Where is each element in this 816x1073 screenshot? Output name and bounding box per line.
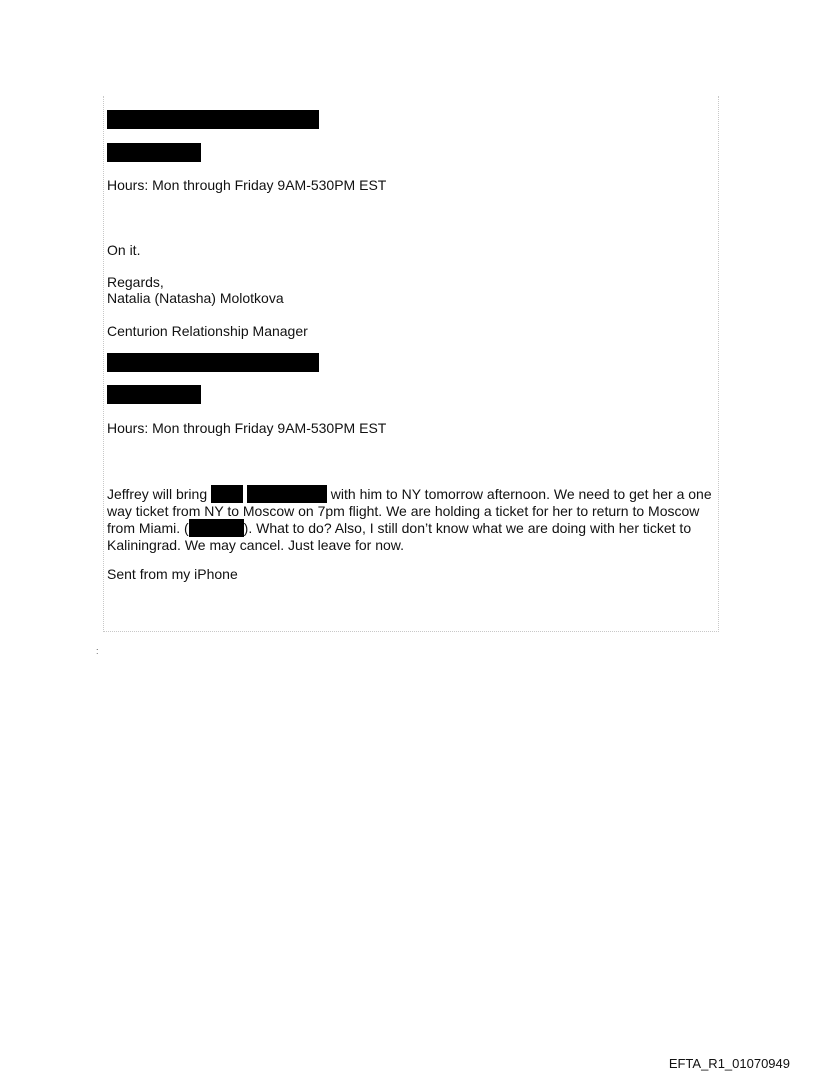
redaction-bar (247, 485, 327, 503)
body-part: with him to NY tomorrow afternoon. We need to get her a one way ticket from NY to Moscow on 7pm flight. We are holding a ticket for her to return to Moscow from Miami. ( (107, 486, 712, 536)
redaction-bar (107, 385, 201, 404)
body-part: Jeffrey will bring (107, 486, 208, 502)
hours-line: Hours: Mon through Friday 9AM-530PM EST (107, 177, 387, 193)
regards-text: Regards, (107, 274, 164, 290)
sent-from-text: Sent from my iPhone (107, 566, 238, 582)
hours-line: Hours: Mon through Friday 9AM-530PM EST (107, 420, 387, 436)
stray-mark: : (96, 646, 99, 656)
message-body (107, 485, 719, 553)
redaction-bar (107, 110, 319, 129)
body-part: ). What to do? Also, I still don’t know what we are doing with her ticket to Kaliningrad. We may cancel. Just leave for now. (107, 520, 692, 553)
sender-title: Centurion Relationship Manager (107, 323, 308, 339)
document-id: EFTA_R1_01070949 (668, 1056, 790, 1071)
redaction-bar (211, 485, 243, 503)
reply-text: On it. (107, 242, 141, 258)
redaction-bar (189, 519, 244, 537)
sender-name: Natalia (Natasha) Molotkova (107, 290, 284, 306)
redaction-bar (107, 353, 319, 372)
redaction-bar (107, 143, 201, 162)
